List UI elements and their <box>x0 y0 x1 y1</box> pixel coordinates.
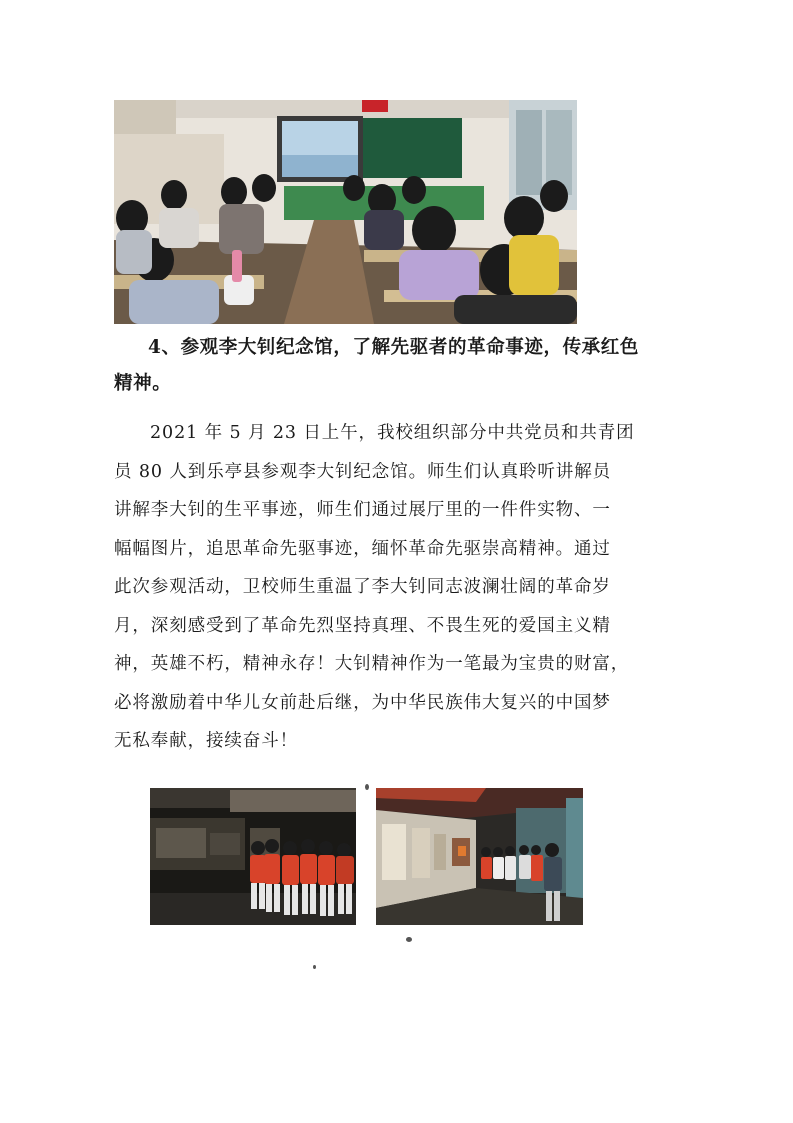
scan-speck <box>406 937 412 942</box>
exhibition-hall-right-image <box>376 788 583 925</box>
paragraph-line: 员 80 人到乐亭县参观李大钊纪念馆。师生们认真聆听讲解员 <box>114 461 611 482</box>
paragraph-line: 2021 年 5 月 23 日上午，我校组织部分中共党员和共青团 <box>150 423 635 443</box>
exhibition-hall-left-image <box>150 788 356 925</box>
section-heading-line2: 精神。 <box>114 373 172 394</box>
paragraph-line: 讲解李大钊的生平事迹，师生们通过展厅里的一件件实物、一 <box>114 500 611 520</box>
paragraph-line: 月，深刻感受到了革命先烈坚持真理、不畏生死的爱国主义精 <box>114 615 611 636</box>
classroom-photo <box>114 100 577 324</box>
paragraph-line: 神，英雄不朽，精神永存！大钊精神作为一笔最为宝贵的财富， <box>114 654 630 674</box>
section-heading-line1: 4、参观李大钊纪念馆，了解先驱者的革命事迹，传承红色 <box>148 337 639 358</box>
scan-speck <box>365 784 369 790</box>
section-heading <box>114 330 666 402</box>
paragraph-line: 无私奉献，接续奋斗！ <box>114 731 298 751</box>
paragraph-line: 幅幅图片，追思革命先驱事迹，缅怀革命先驱崇高精神。通过 <box>114 538 611 559</box>
classroom-photo-image <box>114 100 577 324</box>
exhibition-hall-photo-right <box>376 788 583 925</box>
body-paragraph <box>114 414 666 761</box>
exhibition-hall-photo-left <box>150 788 356 925</box>
paragraph-line: 此次参观活动，卫校师生重温了李大钊同志波澜壮阔的革命岁 <box>114 577 611 597</box>
paragraph-line: 必将激励着中华儿女前赴后继，为中华民族伟大复兴的中国梦 <box>114 692 611 713</box>
scan-speck <box>313 965 316 969</box>
